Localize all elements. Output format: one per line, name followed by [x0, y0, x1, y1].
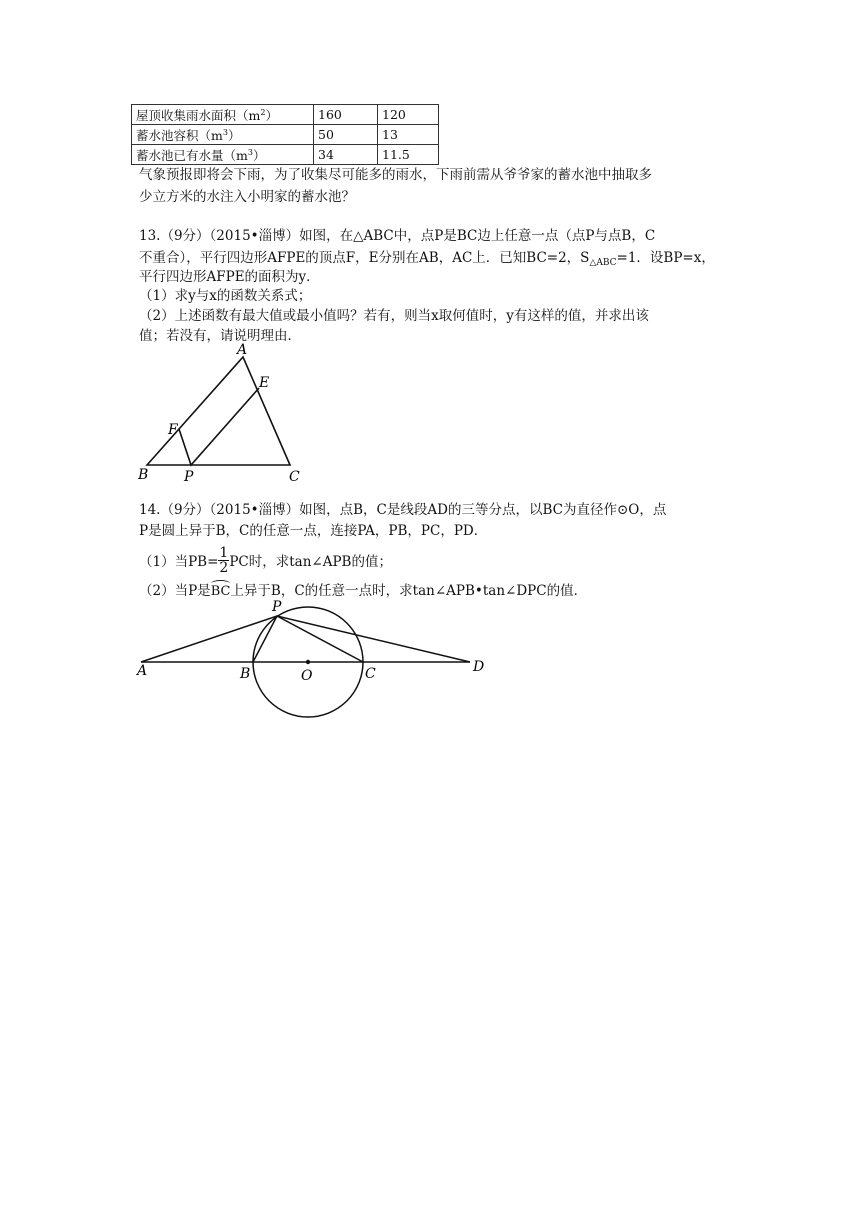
lines-pa-pd	[141, 616, 470, 662]
q13-stem-line: 不重合），平行四边形AFPE的顶点F，E分别在AB，AC上．已知BC=2，$S_{\triangle ABC}=1$．设BP=x，	[139, 250, 715, 268]
label-o: O	[301, 668, 313, 684]
table-cell: 120	[378, 105, 439, 125]
table-cell: 160	[314, 105, 378, 125]
label-b: B	[240, 666, 251, 682]
q14-part1: （1）当PB= $\frac{1}{2}$ PC时，求tan∠APB的值；	[139, 545, 392, 576]
label-b: B	[138, 467, 149, 483]
label-a: A	[137, 663, 148, 679]
q13-stem-line: 13.（9分）（2015•淄博）如图，在△ABC中，点P是BC边上任意一点（点P与点B，C	[139, 228, 656, 244]
table-cell: 屋顶收集雨水面积$(m^2)$	[132, 105, 314, 125]
table-cell: 蓄水池已有水量$(m^3)$	[132, 145, 314, 165]
label-a: A	[237, 342, 248, 358]
label-p: P	[272, 599, 282, 615]
table-cell: 50	[314, 125, 378, 145]
table-row	[132, 105, 439, 125]
q13-stem-line: 平行四边形AFPE的面积为y．	[139, 269, 320, 285]
center-dot	[306, 660, 310, 664]
label-c: C	[365, 666, 376, 682]
arc-bc: BC	[210, 584, 231, 599]
q14-part2: （2）当P是BC上异于B，C的任意一点时，求tan∠APB•tan∠DPC的值．	[139, 583, 588, 599]
q12-text-line: 气象预报即将会下雨，为了收集尽可能多的雨水，下雨前需从爷爷家的蓄水池中抽取多	[139, 167, 652, 183]
table-cell: 11.5	[378, 145, 439, 165]
q13-part2: （2）上述函数有最大值或最小值吗？若有，则当x取何值时，y有这样的值，并求出该	[139, 308, 649, 324]
table-cell: 13	[378, 125, 439, 145]
label-p: P	[184, 469, 194, 485]
label-e: E	[259, 375, 270, 391]
table-cell: 蓄水池容积$(m^3)$	[132, 125, 314, 145]
triangle-abc	[147, 357, 290, 465]
label-f: F	[168, 422, 178, 438]
q14-stem-line: 14.（9分）（2015•淄博）如图，点B，C是线段AD的三等分点，以BC为直径作⊙O，点	[139, 502, 667, 518]
parallelogram-sides	[179, 388, 259, 465]
circle-figure	[130, 598, 500, 723]
label-d: D	[473, 659, 485, 675]
table-row	[132, 145, 439, 165]
rain-data-table	[131, 104, 439, 165]
q13-part2: 值；若没有，请说明理由．	[139, 328, 301, 344]
q12-text-line: 少立方米的水注入小明家的蓄水池？	[139, 189, 355, 205]
triangle-figure	[130, 338, 320, 488]
q14-stem-line: P是圆上异于B，C的任意一点，连接PA，PB，PC，PD．	[139, 523, 488, 539]
label-c: C	[289, 469, 300, 485]
table-cell: 34	[314, 145, 378, 165]
fraction: $\frac{1}{2}$	[219, 545, 229, 576]
q13-part1: （1）求y与x的函数关系式；	[139, 288, 312, 304]
table-row	[132, 125, 439, 145]
